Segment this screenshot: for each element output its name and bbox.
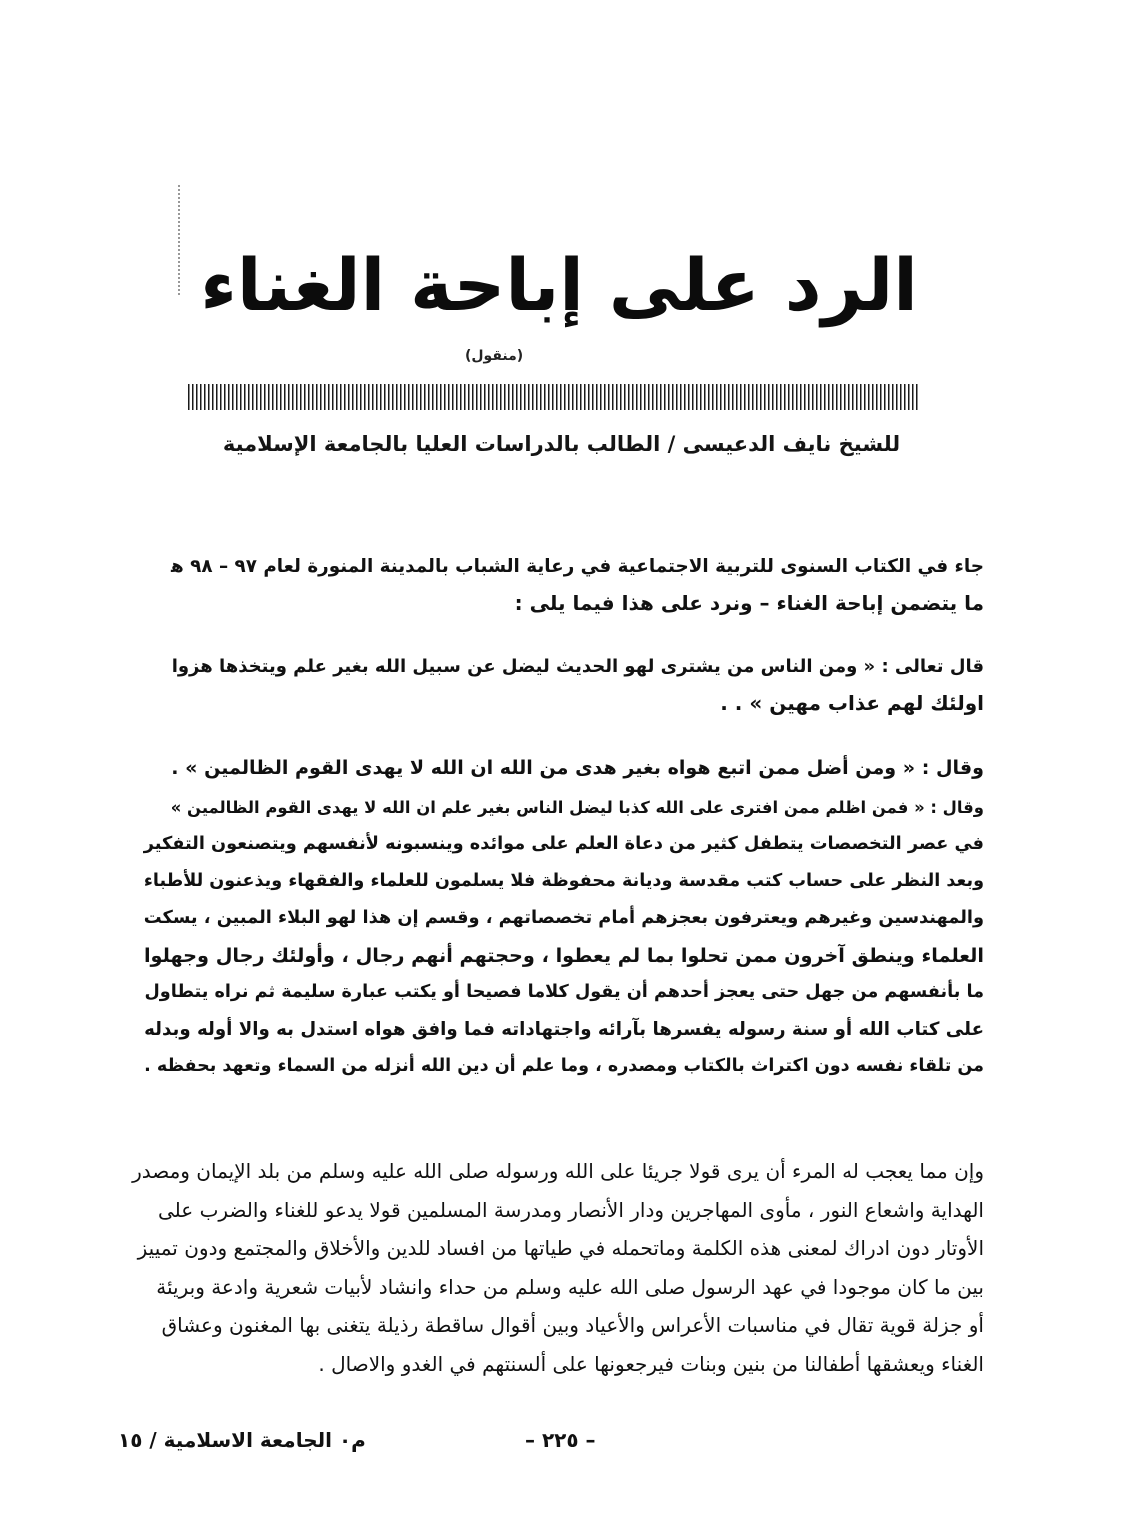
text-line: وإن مما يعجب له المرء أن يرى قولا جريئا على الله ورسوله صلى الله عليه وسلم من بلد الإيمان ومصدر <box>132 1159 984 1183</box>
text-line: وقال : « ومن أضل ممن اتبع هواه بغير هدى من الله ان الله لا يهدى القوم الظالمين » . <box>171 757 984 779</box>
text-line: والمهندسين وغيرهم ويعترفون بعجزهم أمام تخصصاتهم ، وقسم إن هذا لهو البلاء المبين ، يسكت <box>143 908 984 928</box>
quran-quote-1 <box>154 648 984 722</box>
quran-quote-2 <box>154 750 984 787</box>
text-line: الغناء ويعشقها أطفالنا من بنين وبنات فيرجعونها على ألسنتهم في الغدو والاصال . <box>318 1351 984 1376</box>
text-line: بين ما كان موجودا في عهد الرسول صلى الله عليه وسلم من حداء وانشاد لأبيات شعرية وادعة وبريئة <box>156 1274 984 1299</box>
text-line: الأوتار دون ادراك لمعنى هذه الكلمة وماتحمله في طياتها من افساد للدين والأخلاق والمجتمع ودون تمييز <box>137 1236 984 1260</box>
page-number: – ٢٢٥ – <box>525 1428 596 1452</box>
text-line: على كتاب الله أو سنة رسوله يفسرها بآرائه واجتهاداته فما وافق هواه استدل به والا أوله وبدله <box>144 1019 984 1040</box>
body-paragraph <box>116 1152 984 1383</box>
article-title: الرد على إباحة الغناء <box>200 243 918 327</box>
text-line: العلماء وينطق آخرون ممن تحلوا بما لم يعطوا ، وحجتهم أنهم رجال ، وأولئك رجال وجهلوا <box>143 944 984 967</box>
text-line: وبعد النظر على حساب كتب مقدسة وديانة محفوظة فلا يسلمون للعلماء والفقهاء ويذعنون للأطباء <box>143 871 984 891</box>
author-byline: للشيخ نايف الدعيسى / الطالب بالدراسات العليا بالجامعة الإسلامية <box>222 432 901 456</box>
body-paragraph-bold <box>126 826 984 1085</box>
text-line: اولئك لهم عذاب مهين » . . <box>720 691 984 715</box>
text-line: ما يتضمن إباحة الغناء – ونرد على هذا فيما يلى : <box>514 591 984 615</box>
text-line: قال تعالى : « ومن الناس من يشترى لهو الحديث ليضل عن سبيل الله بغير علم ويتخذها هزوا <box>171 656 984 677</box>
text-line: من تلقاء نفسه دون اكتراث بالكتاب ومصدره ، وما علم أن دين الله أنزله من السماء وتعهد بحفظه . <box>144 1056 984 1076</box>
text-line: في عصر التخصصات يتطفل كثير من دعاة العلم على موائده وينسبونه لأنفسهم ويتصنعون التفكير <box>143 834 984 854</box>
title-note: (منقول) <box>465 348 524 364</box>
intro-paragraph <box>154 548 984 622</box>
journal-reference: م٠ الجامعة الاسلامية / ١٥ <box>118 1428 366 1452</box>
text-line: ما بأنفسهم من جهل حتى يعجز أحدهم أن يقول كلاما فصيحا أو يكتب عبارة سليمة ثم نراه يتطاول <box>144 982 984 1002</box>
text-line: وقال : « فمن اظلم ممن افترى على الله كذبا ليضل الناس بغير علم ان الله لا يهدى القوم الظالمين » <box>170 798 984 817</box>
text-line: أو جزلة قوية تقال في مناسبات الأعراس والأعياد وبين أقوال ساقطة رذيلة يتغنى بها المغنون وعشاق <box>161 1313 984 1337</box>
text-line: الهداية واشعاع النور ، مأوى المهاجرين ودار الأنصار ومدرسة المسلمين قولا يدعو للغناء والضرب على <box>157 1197 984 1222</box>
title-underline-hatch <box>188 384 920 410</box>
text-line: جاء في الكتاب السنوى للتربية الاجتماعية في رعاية الشباب بالمدينة المنورة لعام ٩٧ – ٩٨ ﻫ <box>171 556 984 577</box>
quran-quote-3 <box>154 789 984 826</box>
